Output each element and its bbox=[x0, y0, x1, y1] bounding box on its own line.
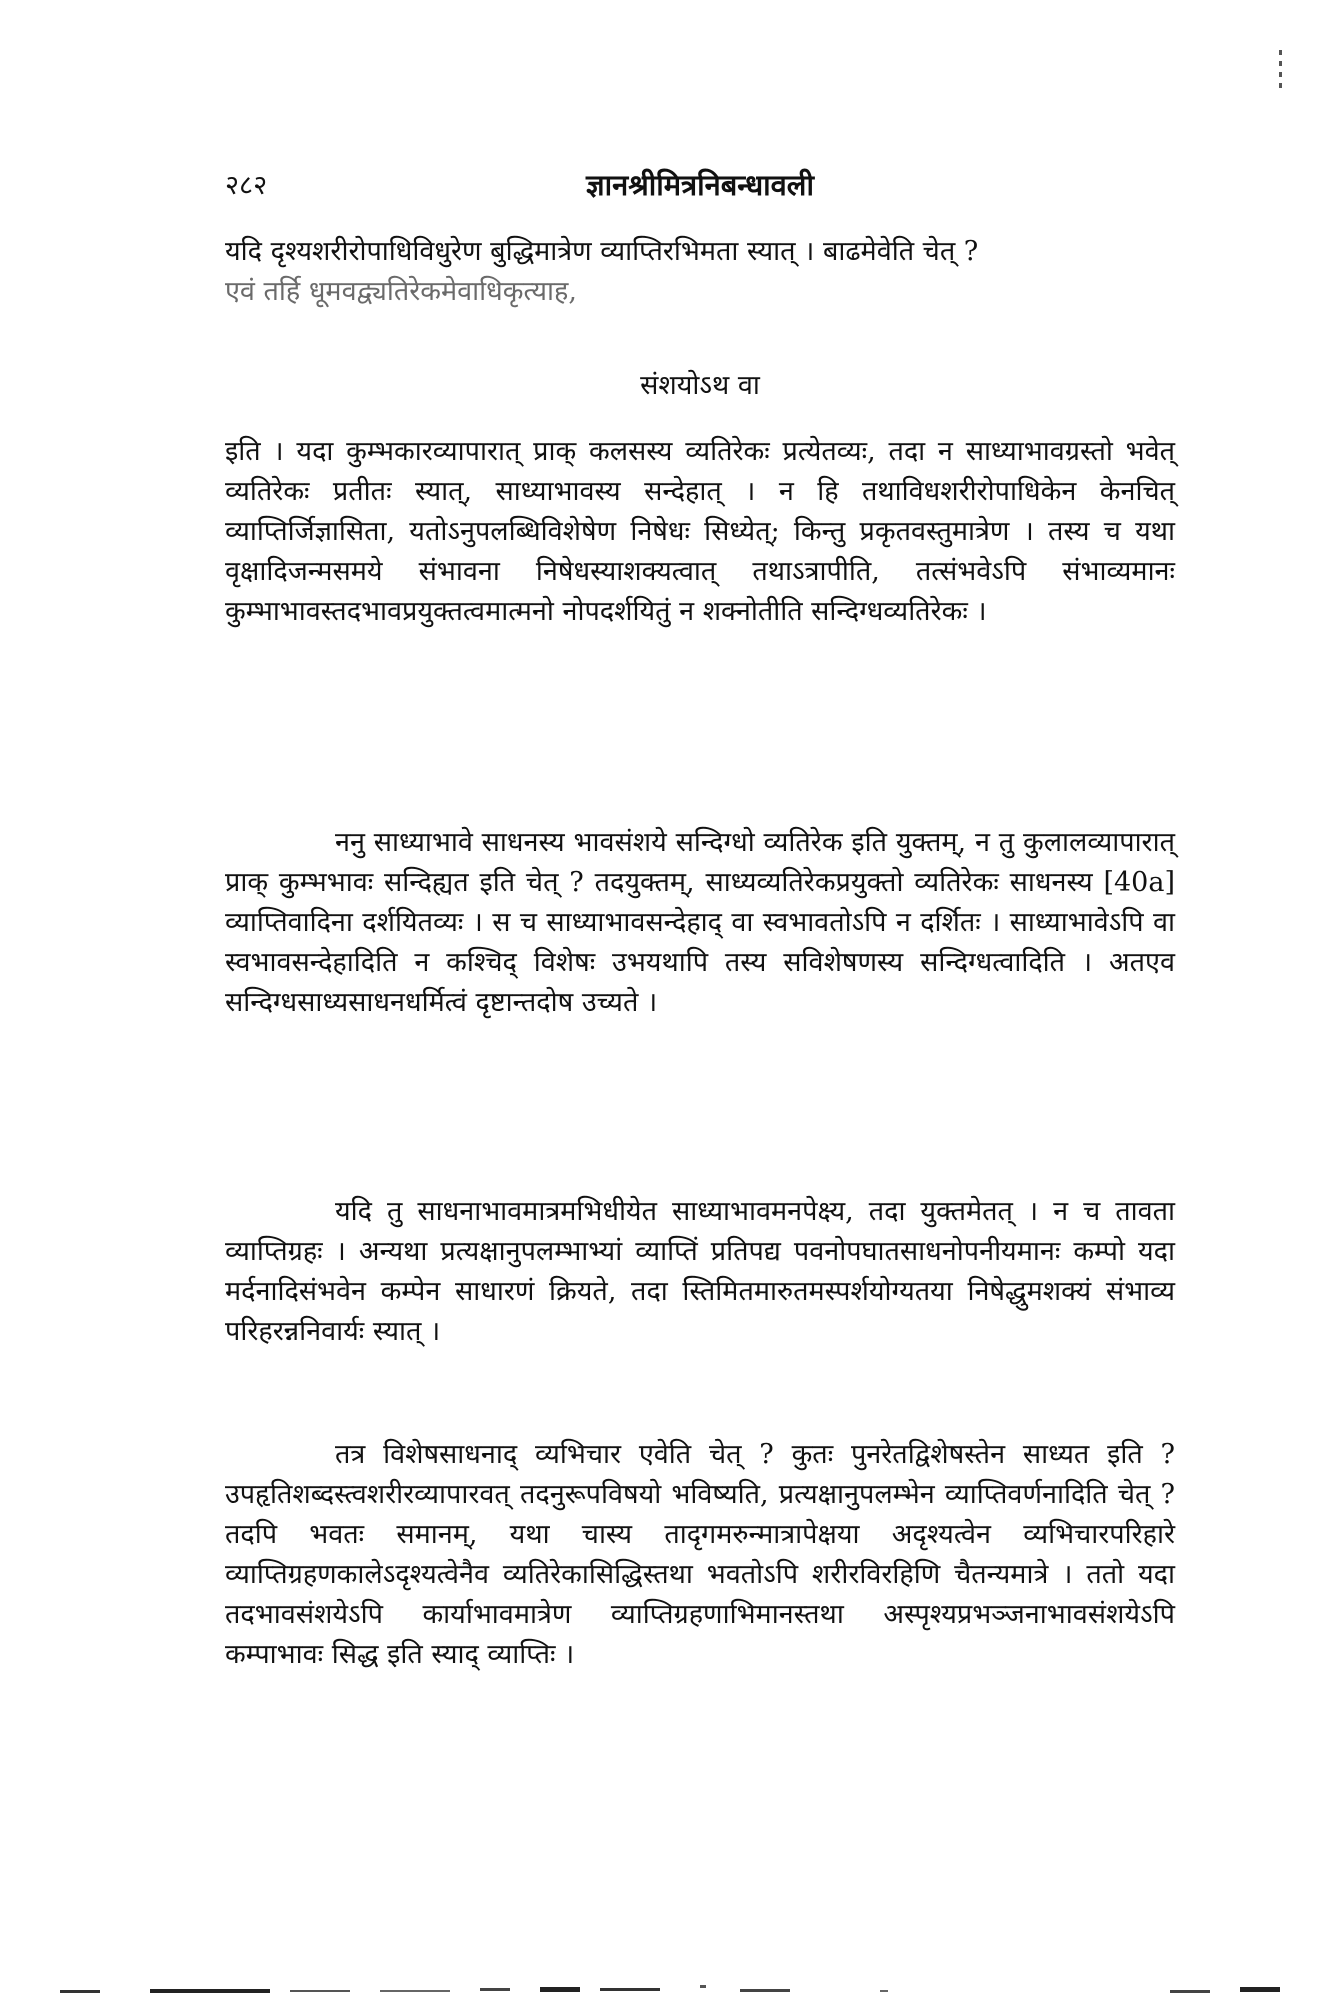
page-number: २८२ bbox=[225, 170, 268, 201]
paragraph-text: इति । यदा कुम्भकारव्यापारात् प्राक् कलसस्य व्यतिरेकः प्रत्येतव्यः, तदा न साध्याभावग्रस्तो भवेत् व्यतिरेकः प्रतीतः स्यात्, साध्याभावस्य सन्देहात् । न हि तथाविधशरीरोपाधिकेन केनचित् व्याप्तिर्जिज्ञासिता, यतोऽनुपलब्धिविशेषेण निषेधः सिध्येत्; किन्तु प्रकृतवस्तुमात्रेण । तस्य च यथा वृक्षादिजन्मसमये संभावना निषेधस्याशक्यत्वात् तथाऽत्रापीति, तत्संभवेऽपि संभाव्यमानः कुम्भाभावस्तदभावप्रयुक्तत्वमात्मनो नोपदर्शयितुं न शक्नोतीति सन्दिग्धव्यतिरेकः । bbox=[225, 436, 1175, 627]
paragraph-text: तत्र विशेषसाधनाद् व्यभिचार एवेति चेत् ? कुतः पुनरेतद्विशेषस्तेन साध्यत इति ? उपहृतिशब्दस्त्वशरीरव्यापारवत् तदनुरूपविषयो भविष्यति, प्रत्यक्षानुपलम्भेन व्याप्तिवर्णनादिति चेत् ? तदपि भवतः समानम्, यथा चास्य तादृगमरुन्मात्रापेक्षया अदृश्यत्वेन व्यभिचारपरिहारे व्याप्तिग्रहणकालेऽदृश्यत्वेनैव व्यतिरेकासिद्धिस्तथा भवतोऽपि शरीरविरहिणि चैतन्यमात्रे । ततो यदा तदभावसंशयेऽपि कार्याभावमात्रेण व्याप्तिग्रहणाभिमानस्तथा अस्पृश्यप्रभञ्जनाभावसंशयेऽपि कम्पाभावः सिद्ध इति स्याद् व्याप्तिः । bbox=[225, 1439, 1175, 1670]
paragraph-text: यदि तु साधनाभावमात्रमभिधीयेत साध्याभावमनपेक्ष्य, तदा युक्तमेतत् । न च तावता व्याप्तिग्रहः । अन्यथा प्रत्यक्षानुपलम्भाभ्यां व्याप्तिं प्रतिपद्य पवनोपघातसाधनोपनीयमानः कम्पो यदा मर्दनादिसंभवेन कम्पेन साधारणं क्रियते, तदा स्तिमितमारुतमस्पर्शयोग्यतया निषेद्धुमशक्यं संभाव्य परिहरन्ननिवार्यः स्यात् । bbox=[225, 1196, 1175, 1347]
paragraph-text: ननु साध्याभावे साधनस्य भावसंशये सन्दिग्धो व्यतिरेक इति युक्तम्, न तु कुलालव्यापारात् प्राक् कुम्भभावः सन्दिह्यत इति चेत् ? तदयुक्तम्, साध्यव्यतिरेकप्रयुक्तो व्यतिरेकः साधनस्य [40a] व्याप्तिवादिना दर्शयितव्यः । स च साध्याभावसन्देहाद् वा स्वभावतोऽपि न दर्शितः । साध्याभावेऽपि वा स्वभावसन्देहादिति न कश्चिद् विशेषः उभयथापि तस्य सविशेषणस्य सन्दिग्धत्वादिति । अतएव सन्दिग्धसाध्यसाधनधर्मित्वं दृष्टान्तदोष उच्यते । bbox=[225, 827, 1175, 1018]
section-heading: संशयोऽथ वा bbox=[640, 370, 760, 401]
opening-block bbox=[225, 232, 1175, 312]
opening-line: एवं तर्हि धूमवद्व्यतिरेकमेवाधिकृत्याह, bbox=[225, 276, 577, 307]
paragraph-2 bbox=[225, 823, 1175, 1023]
paragraph-3 bbox=[225, 1192, 1175, 1352]
paragraph-1 bbox=[225, 432, 1175, 632]
page-header bbox=[225, 165, 1175, 215]
opening-line: यदि दृश्यशरीरोपाधिविधुरेण बुद्धिमात्रेण व्याप्तिरभिमता स्यात् । बाढमेवेति चेत् ? bbox=[225, 236, 979, 267]
paragraph-4 bbox=[225, 1435, 1175, 1675]
scan-edge-mark bbox=[1279, 50, 1282, 94]
running-title: ज्ञानश्रीमित्रनिबन्धावली bbox=[586, 168, 814, 202]
scan-bottom-specks bbox=[0, 1980, 1324, 2000]
